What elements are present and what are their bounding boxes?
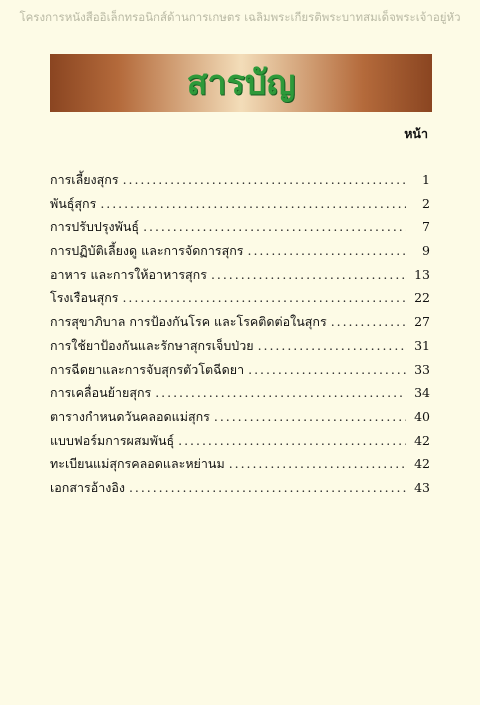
- toc-entry-page: 2: [422, 195, 430, 211]
- toc-entry-page: 13: [414, 266, 430, 282]
- page-title: สารบัญ: [186, 63, 296, 103]
- toc-leader-dots: [211, 267, 406, 282]
- toc-entry-title: ตารางกำหนดวันคลอดแม่สุกร: [50, 408, 210, 424]
- toc-entry[interactable]: [50, 478, 430, 502]
- toc-entry-title: การเลี้ยงสุกร: [50, 172, 119, 187]
- toc-leader-dots: [143, 219, 406, 234]
- toc-entry-title: โรงเรือนสุกร: [50, 290, 119, 306]
- toc-entry-title: การปฏิบัติเลี้ยงดู และการจัดการสุกร: [50, 243, 244, 259]
- toc-leader-dots: [100, 196, 406, 211]
- toc-leader-dots: [248, 362, 406, 377]
- toc-entry-page: 27: [414, 314, 430, 330]
- toc-entry-title: การฉีดยาและการจับสุกรตัวโตฉีดยา: [50, 361, 245, 377]
- toc-entry[interactable]: [50, 170, 430, 194]
- series-header: [0, 0, 480, 36]
- toc-entry-title: การปรับปรุงพันธุ์: [50, 219, 140, 235]
- toc-leader-dots: [229, 456, 406, 471]
- toc-entry-page: 40: [414, 408, 430, 424]
- toc-entry-title: การสุขาภิบาล การป้องกันโรค และโรคติดต่อในสุกร: [50, 314, 327, 330]
- toc-leader-dots: [331, 314, 406, 329]
- toc-entry[interactable]: [50, 241, 430, 265]
- toc-entry[interactable]: [50, 265, 430, 289]
- toc-entry-page: 42: [414, 456, 430, 472]
- toc-leader-dots: [129, 480, 406, 495]
- series-header-text: โครงการหนังสืออิเล็กทรอนิกส์ด้านการเกษตร เฉลิมพระเกียรติพระบาทสมเด็จพระเจ้าอยู่หัว: [19, 10, 461, 24]
- page-column-label: หน้า: [404, 126, 428, 141]
- title-banner: [50, 54, 432, 112]
- toc-entry[interactable]: [50, 383, 430, 407]
- toc-leader-dots: [214, 409, 406, 424]
- toc-entry-title: พันธุ์สุกร: [50, 195, 97, 211]
- toc-entry[interactable]: [50, 194, 430, 218]
- toc-entry-title: แบบฟอร์มการผสมพันธุ์: [50, 432, 175, 448]
- toc-leader-dots: [178, 433, 406, 448]
- toc-entry[interactable]: [50, 360, 430, 384]
- toc-entry[interactable]: [50, 288, 430, 312]
- toc-entry-title: เอกสารอ้างอิง: [50, 479, 125, 495]
- toc-leader-dots: [248, 243, 406, 258]
- toc-entry-page: 42: [414, 432, 430, 448]
- toc-entry-page: 22: [414, 290, 430, 306]
- toc-entry-title: การใช้ยาป้องกันและรักษาสุกรเจ็บป่วย: [50, 337, 254, 353]
- toc-entry[interactable]: [50, 336, 430, 360]
- toc-entry-page: 43: [414, 479, 430, 495]
- toc-leader-dots: [123, 172, 406, 187]
- toc-leader-dots: [258, 338, 406, 353]
- table-of-contents: [50, 170, 430, 502]
- toc-entry[interactable]: [50, 217, 430, 241]
- toc-entry-page: 9: [422, 243, 430, 259]
- toc-entry-title: ทะเบียนแม่สุกรคลอดและหย่านม: [50, 456, 225, 472]
- toc-entry-page: 34: [414, 385, 430, 401]
- toc-entry[interactable]: [50, 431, 430, 455]
- toc-entry[interactable]: [50, 454, 430, 478]
- toc-entry-page: 33: [414, 361, 430, 377]
- toc-entry-title: อาหาร และการให้อาหารสุกร: [50, 266, 207, 282]
- toc-entry-page: 31: [414, 337, 430, 353]
- toc-entry-page: 1: [422, 172, 430, 187]
- toc-entry[interactable]: [50, 312, 430, 336]
- toc-entry-page: 7: [422, 219, 430, 235]
- toc-leader-dots: [122, 290, 406, 305]
- toc-entry-title: การเคลื่อนย้ายสุกร: [50, 385, 152, 401]
- toc-entry[interactable]: [50, 407, 430, 431]
- toc-leader-dots: [155, 385, 406, 400]
